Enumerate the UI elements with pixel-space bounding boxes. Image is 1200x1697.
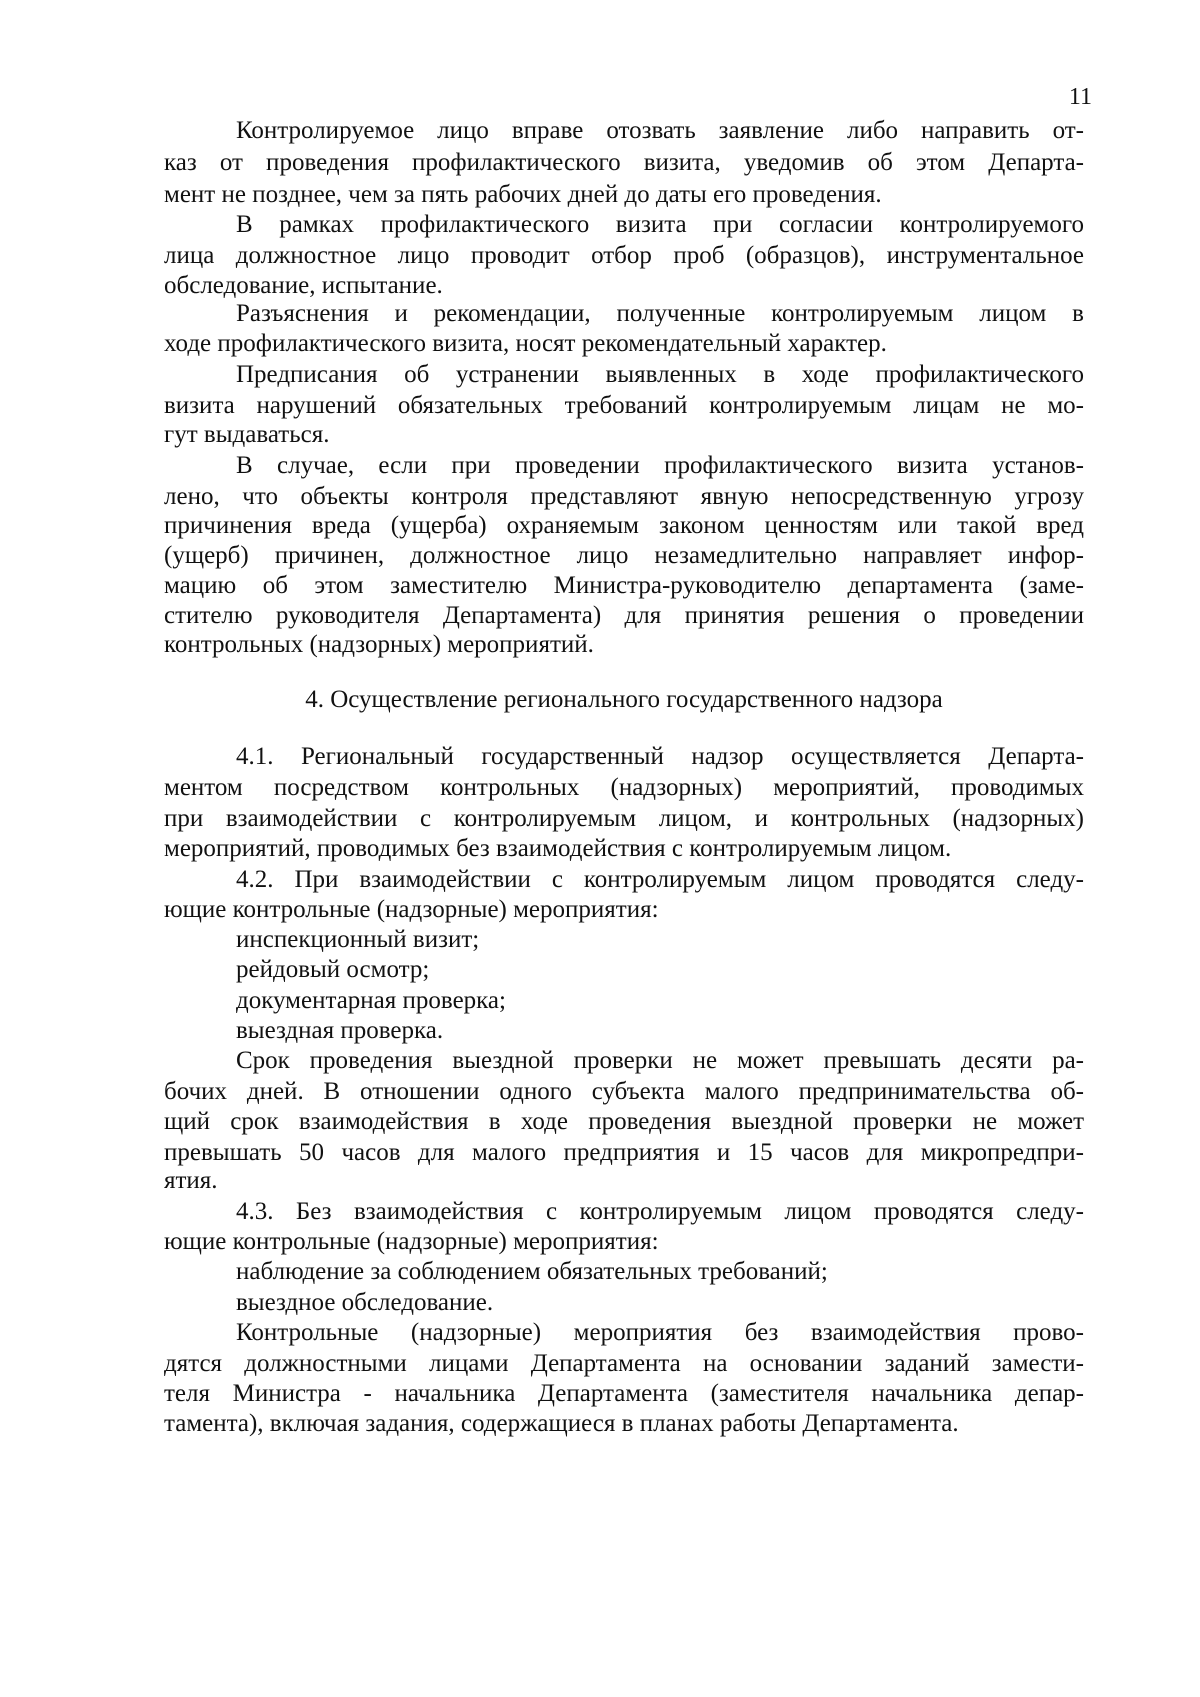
text-line: Контролируемое лицо вправе отозвать заявление либо направить от- (236, 117, 1084, 144)
text-line: ментом посредством контрольных (надзорных) мероприятий, проводимых (164, 774, 1084, 801)
section-heading: 4. Осуществление регионального государственного надзора (305, 686, 943, 713)
text-line: щий срок взаимодействия в ходе проведения выездной проверки не может (164, 1108, 1084, 1135)
list-item: выездная проверка. (236, 1017, 444, 1044)
list-item: рейдовый осмотр; (236, 956, 430, 983)
list-item: инспекционный визит; (236, 926, 480, 953)
text-line: визита нарушений обязательных требований контролируемым лицам не мо- (164, 392, 1084, 419)
text-line: тамента), включая задания, содержащиеся в планах работы Департамента. (164, 1410, 959, 1437)
text-line: В случае, если при проведении профилактического визита установ- (236, 452, 1084, 479)
text-line: стителю руководителя Департамента) для принятия решения о проведении (164, 602, 1084, 629)
text-line: Предписания об устранении выявленных в ходе профилактического (236, 361, 1084, 388)
text-line: Контрольные (надзорные) мероприятия без взаимодействия прово- (236, 1319, 1084, 1346)
text-line: при взаимодействии с контролируемым лицом, и контрольных (надзорных) (164, 805, 1084, 832)
list-item: документарная проверка; (236, 987, 506, 1014)
text-line: дятся должностными лицами Департамента на основании заданий замести- (164, 1350, 1084, 1377)
page-number: 11 (1068, 84, 1092, 110)
text-line: ходе профилактического визита, носят рекомендательный характер. (164, 330, 887, 357)
text-line: контрольных (надзорных) мероприятий. (164, 631, 594, 658)
text-line: (ущерб) причинен, должностное лицо незамедлительно направляет инфор- (164, 542, 1084, 569)
text-line: 4.1. Региональный государственный надзор осуществляется Департа- (236, 743, 1084, 770)
text-line: ятия. (164, 1167, 218, 1194)
text-line: ющие контрольные (надзорные) мероприятия: (164, 1228, 659, 1255)
text-line: мацию об этом заместителю Министра-руководителю департамента (заме- (164, 572, 1084, 599)
text-line: превышать 50 часов для малого предприятия и 15 часов для микропредпри- (164, 1139, 1084, 1166)
text-line: обследование, испытание. (164, 272, 443, 299)
text-line: каз от проведения профилактического визита, уведомив об этом Департа- (164, 149, 1084, 176)
text-line: гут выдаваться. (164, 421, 330, 448)
text-line: лица должностное лицо проводит отбор проб (образцов), инструментальное (164, 242, 1084, 269)
text-line: ющие контрольные (надзорные) мероприятия: (164, 896, 659, 923)
text-line: Разъяснения и рекомендации, полученные контролируемым лицом в (236, 300, 1084, 327)
text-line: теля Министра - начальника Департамента (заместителя начальника депар- (164, 1380, 1084, 1407)
list-item: наблюдение за соблюдением обязательных требований; (236, 1258, 828, 1285)
text-line: 4.2. При взаимодействии с контролируемым лицом проводятся следу- (236, 866, 1084, 893)
text-line: лено, что объекты контроля представляют явную непосредственную угрозу (164, 483, 1084, 510)
text-line: мент не позднее, чем за пять рабочих дней до даты его проведения. (164, 181, 882, 208)
list-item: выездное обследование. (236, 1289, 494, 1316)
text-line: причинения вреда (ущерба) охраняемым законом ценностям или такой вред (164, 512, 1084, 539)
text-line: 4.3. Без взаимодействия с контролируемым лицом проводятся следу- (236, 1198, 1084, 1225)
text-line: В рамках профилактического визита при согласии контролируемого (236, 211, 1084, 238)
text-line: мероприятий, проводимых без взаимодействия с контролируемым лицом. (164, 835, 952, 862)
text-line: бочих дней. В отношении одного субъекта малого предпринимательства об- (164, 1078, 1084, 1105)
text-line: Срок проведения выездной проверки не может превышать десяти ра- (236, 1047, 1084, 1074)
